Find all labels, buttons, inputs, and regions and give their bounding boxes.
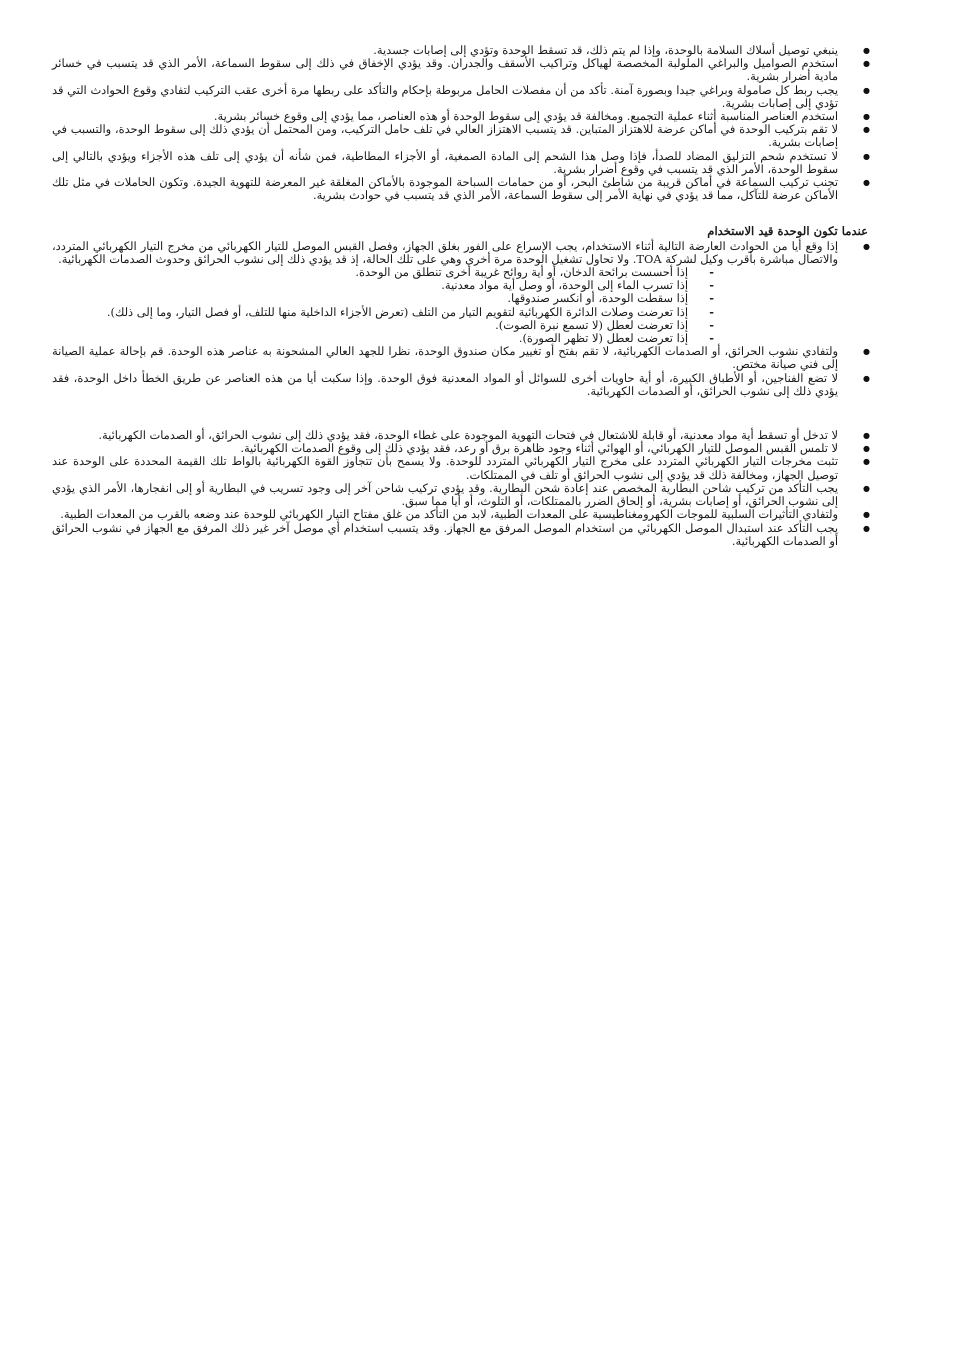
list-item: يجب التأكد من تركيب شاحن البطارية المخصص عند إعادة شحن البطارية. وقد يؤدي تركيب شاحن آخر إلى وجود تسريب في البطارية أو إلى انفجارها، الأمر الذي يؤدي إلى نشوب الحرائق، أو إصابات بشرية، أو إلحاق الضرر بالممتلكات، أو التلوث، أو أيا مما سبق. ● (52, 482, 868, 508)
list-item: تثبت مخرجات التيار الكهربائي المتردد على مخرج التيار الكهربائي المتردد للوحدة. ولا يسمح بأن تتجاوز القوة الكهربائية بالواط تلك القيمة المحددة على الوحدة عند توصيل الجهاز، ومخالفة ذلك قد يؤدي إلى نشوب الحرائق أو تلف في الممتلكات. ● (52, 455, 868, 481)
sub-list-item: - إذا سقطت الوحدة، أو انكسر صندوقها. (52, 292, 718, 305)
list-item: استخدم العناصر المناسبة أثناء عملية التجميع. ومخالفة قد يؤدي إلى سقوط الوحدة أو هذه العناصر، مما يؤدي إلى وقوع خسائر بشرية. ● (52, 110, 868, 123)
sub-list-item: - إذا أحسست برائحة الدخان، أو أية روائح غريبة أخرى تنطلق من الوحدة. (52, 266, 718, 279)
list-item: لا تلمس القبس الموصل للتيار الكهربائي، أو الهوائي أثناء وجود ظاهرة برق أو رعد، فقد يؤدي ذلك إلى وقوع الصدمات الكهربائية. ● (52, 442, 868, 455)
incident-sublist (52, 266, 838, 345)
safety-list-installation (52, 44, 868, 202)
document-page (52, 44, 868, 548)
sub-list-item: - إذا تسرب الماء إلى الوحدة، أو وصل أية مواد معدنية. (52, 279, 718, 292)
safety-list-general (52, 429, 868, 548)
list-item: ينبغي توصيل أسلاك السلامة بالوحدة، وإذا لم يتم ذلك، قد تسقط الوحدة وتؤدي إلى إصابات جسدية. ● (52, 44, 868, 57)
list-item: لا تدخل أو تسقط أية مواد معدنية، أو قابلة للاشتعال في فتحات التهوية الموجودة على غطاء الوحدة، فقد يؤدي ذلك إلى نشوب الحرائق، أو الصدمات الكهربائية. ● (52, 429, 868, 442)
safety-list-in-use (52, 240, 868, 398)
list-item: استخدم الصواميل والبراغي الملولبة المخصصة لهياكل وتراكيب الأسقف والجدران. وقد يؤدي الإخفاق في ذلك إلى سقوط السماعة، الأمر الذي قد يتسبب في خسائر مادية أضرار بشرية. ● (52, 57, 868, 83)
list-item-text: إذا وقع أيا من الحوادث العارضة التالية أثناء الاستخدام، يجب الإسراع على الفور بغلق الجهاز، وفصل القبس الموصل للتيار الكهربائي من مخرج التيار الكهربائي المتردد، والاتصال مباشرة بأقرب وكيل لشركة TOA. ولا تحاول تشغيل الوحدة مرة أخرى وهي على تلك الحالة، إذ قد يؤدي ذلك إلى نشوب الحرائق وحدوث الصدمات الكهربائية. (52, 238, 838, 266)
list-item: تجنب تركيب السماعة في أماكن قريبة من شاطئ البحر، أو من حمامات السباحة الموجودة بالأماكن المغلقة غير المعرضة للتهوية الجيدة. وتكون الحاملات في مثل تلك الأماكن عرضة للتآكل، مما قد يؤدي في نهاية الأمر إلى سقوط السماعة، الأمر الذي قد يتسبب في حوادث بشرية. ● (52, 176, 868, 202)
list-item: يجب ربط كل صامولة وبراغي جيدا وبصورة آمنة. تأكد من أن مفصلات الحامل مربوطة بإحكام والتأكد على ربطها مرة أخرى عقب التركيب لتفادي وقوع الحوادث التي قد تؤدي إلى إصابات بشرية. ● (52, 84, 868, 110)
list-item: لا تضع الفناجين، أو الأطباق الكبيرة، أو أية حاويات أخرى للسوائل أو المواد المعدنية فوق الوحدة. وإذا سكبت أيا من هذه العناصر عن طريق الخطأ داخل الوحدة، فقد يؤدي ذلك إلى نشوب الحرائق، أو الصدمات الكهربائية. ● (52, 372, 868, 398)
section-heading: عندما تكون الوحدة قيد الاستخدام (707, 224, 868, 239)
sub-list-item: - إذا تعرضت لعطل (لا تظهر الصورة). (52, 332, 718, 345)
list-item: ولتفادي التأثيرات السلبية للموجات الكهرومغناطيسية على المعدات الطبية، لابد من التأكد من غلق مفتاح التيار الكهربائي للوحدة عند وضعه بالقرب من المعدات الطبية. ● (52, 508, 868, 521)
sub-list-item: - إذا تعرضت لعطل (لا تسمع نبرة الصوت). (52, 319, 718, 332)
list-item (52, 240, 868, 346)
list-item: ولتفادي نشوب الحرائق، أو الصدمات الكهربائية، لا تقم بفتح أو تغيير مكان صندوق الوحدة، نظرا للجهد العالي المشحونة به عناصر هذه الوحدة. قم بإحالة عملية الصيانة إلى فني صيانة مختص. ● (52, 345, 868, 371)
sub-list-item: - إذا تعرضت وصلات الدائرة الكهربائية لتقويم التيار من التلف (تعرض الأجزاء الداخلية منها للتلف، أو فصل التيار، وما إلى ذلك). (52, 306, 718, 319)
list-item: يجب التأكد عند استبدال الموصل الكهربائي من استخدام الموصل المرفق مع الجهاز. وقد يتسبب استخدام أي موصل آخر غير ذلك المرفق مع الجهاز في نشوب الحرائق أو الصدمات الكهربائية. ● (52, 522, 868, 548)
section-spacer (52, 398, 868, 429)
list-item: لا تقم بتركيب الوحدة في أماكن عرضة للاهتزاز المتباين. قد يتسبب الاهتزاز العالي في تلف حامل التركيب، ومن المحتمل أن يؤدي ذلك إلى سقوط الوحدة، والتسبب في إصابات بشرية. ● (52, 123, 868, 149)
list-item: لا تستخدم شحم التزليق المضاد للصدأ، فإذا وصل هذا الشحم إلى المادة الصمغية، أو الأجزاء المطاطية، فمن شأنه أن يؤدي إلى تلف هذه الأجزاء ويؤدي بالتالي إلى سقوط الوحدة، الأمر الذي قد يتسبب في وقوع أضرار بشرية. ● (52, 150, 868, 176)
